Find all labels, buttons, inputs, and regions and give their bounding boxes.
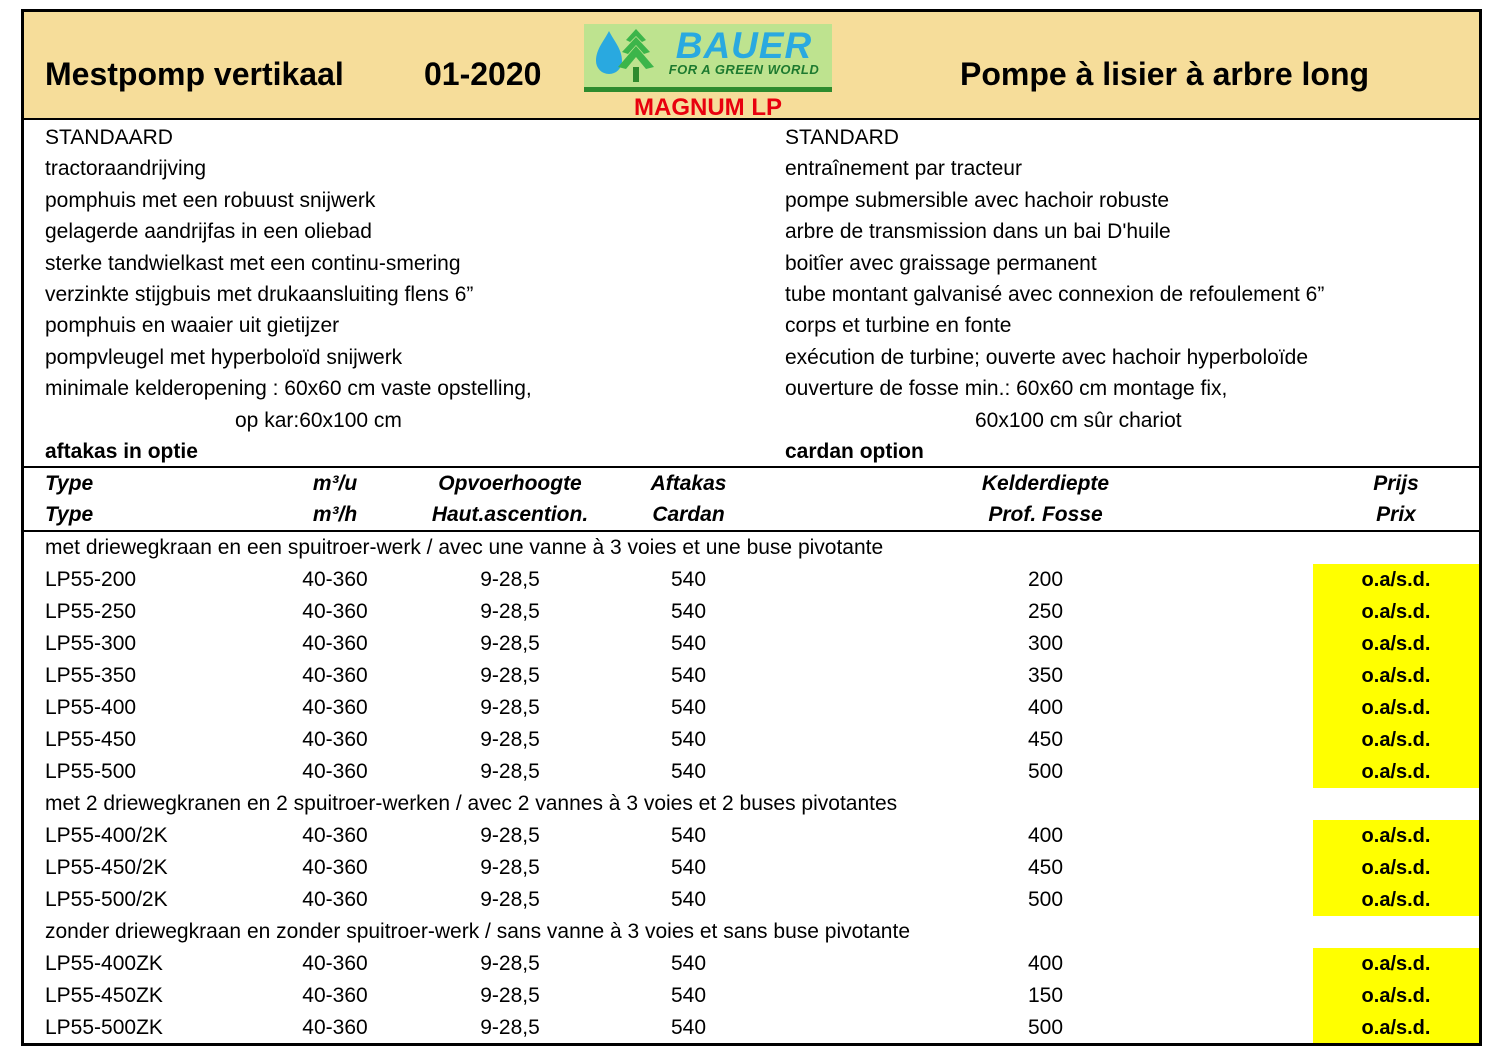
cell-price: o.a/s.d. xyxy=(1313,596,1479,628)
cell-depth: 200 xyxy=(1027,568,1064,591)
spacer xyxy=(777,884,923,916)
cell-price: o.a/s.d. xyxy=(1313,756,1479,788)
cell-head: 9-28,5 xyxy=(480,664,540,687)
specs-dutch xyxy=(45,122,760,467)
specs-heading-fr: STANDARD xyxy=(785,126,899,149)
spec-line: minimale kelderopening : 60x60 cm vaste opstelling, xyxy=(45,377,532,401)
specs-heading-nl: STANDAARD xyxy=(45,126,173,149)
cell-type: LP55-450/2K xyxy=(45,856,168,879)
spacer xyxy=(1168,948,1313,980)
spacer xyxy=(1168,756,1313,788)
table-row xyxy=(24,692,1479,724)
table-body xyxy=(24,532,1479,1044)
col-depth-nl: Kelderdiepte xyxy=(981,472,1110,495)
table-row xyxy=(24,756,1479,788)
cell-flow: 40-360 xyxy=(302,984,368,1007)
specs-fr-lines xyxy=(785,153,1480,404)
cell-flow: 40-360 xyxy=(302,760,368,783)
bauer-logo xyxy=(584,24,832,92)
table-row xyxy=(24,948,1479,980)
cell-flow: 40-360 xyxy=(302,664,368,687)
spacer xyxy=(1168,1012,1313,1044)
table-row xyxy=(24,820,1479,852)
cell-head: 9-28,5 xyxy=(480,600,540,623)
page-title-dutch: Mestpomp vertikaal xyxy=(45,56,344,92)
spacer xyxy=(777,596,923,628)
tree-trunk-icon xyxy=(633,67,639,82)
spacer xyxy=(1168,468,1313,499)
edition-date: 01-2020 xyxy=(424,56,542,92)
spacer xyxy=(777,1012,923,1044)
col-price-nl: Prijs xyxy=(1373,472,1419,495)
cell-depth: 400 xyxy=(1027,696,1064,719)
table-header-row-fr xyxy=(24,499,1479,530)
spec-line: arbre de transmission dans un bai D'huile xyxy=(785,220,1171,244)
col-pto-nl: Aftakas xyxy=(650,472,727,495)
cell-type: LP55-400 xyxy=(45,696,137,719)
spacer xyxy=(777,980,923,1012)
page-title-french: Pompe à lisier à arbre long xyxy=(960,56,1370,92)
cell-pto: 540 xyxy=(670,568,707,591)
table-row xyxy=(24,628,1479,660)
cell-flow: 40-360 xyxy=(302,632,368,655)
cell-flow: 40-360 xyxy=(302,888,368,911)
cell-price: o.a/s.d. xyxy=(1313,948,1479,980)
table-row xyxy=(24,1012,1479,1044)
spec-line: verzinkte stijgbuis met drukaansluiting flens 6” xyxy=(45,283,474,307)
header-band xyxy=(24,12,1479,120)
cell-flow: 40-360 xyxy=(302,1016,368,1039)
cell-head: 9-28,5 xyxy=(480,952,540,975)
spacer xyxy=(1168,884,1313,916)
spec-line: corps et turbine en fonte xyxy=(785,314,1012,338)
col-head-nl: Opvoerhoogte xyxy=(438,472,582,495)
cell-head: 9-28,5 xyxy=(480,888,540,911)
cell-head: 9-28,5 xyxy=(480,856,540,879)
spacer xyxy=(777,660,923,692)
cell-head: 9-28,5 xyxy=(480,696,540,719)
col-flow-nl: m³/u xyxy=(312,472,358,495)
cell-price: o.a/s.d. xyxy=(1313,660,1479,692)
spacer xyxy=(1168,596,1313,628)
spec-line: pomphuis met een robuust snijwerk xyxy=(45,188,376,212)
table-row xyxy=(24,852,1479,884)
col-head-fr: Haut.ascention. xyxy=(431,503,589,526)
cell-flow: 40-360 xyxy=(302,728,368,751)
spec-line: tractoraandrijving xyxy=(45,157,207,181)
spacer xyxy=(777,499,923,530)
spec-line: pompe submersible avec hachoir robuste xyxy=(785,188,1170,212)
cell-head: 9-28,5 xyxy=(480,568,540,591)
col-pto-fr: Cardan xyxy=(652,503,725,526)
cell-flow: 40-360 xyxy=(302,856,368,879)
spec-line: boitîer avec graissage permanent xyxy=(785,251,1097,275)
col-price-fr: Prix xyxy=(1376,503,1416,526)
cell-depth: 400 xyxy=(1027,824,1064,847)
cell-depth: 400 xyxy=(1027,952,1064,975)
spacer xyxy=(1168,499,1313,530)
cell-type: LP55-450 xyxy=(45,728,137,751)
specs-section xyxy=(24,120,1479,466)
col-type-fr: Type xyxy=(45,503,94,526)
cell-depth: 450 xyxy=(1027,728,1064,751)
cell-pto: 540 xyxy=(670,1016,707,1039)
cell-price: o.a/s.d. xyxy=(1313,628,1479,660)
cell-price: o.a/s.d. xyxy=(1313,692,1479,724)
cell-price: o.a/s.d. xyxy=(1313,852,1479,884)
spacer xyxy=(777,852,923,884)
cell-price: o.a/s.d. xyxy=(1313,724,1479,756)
col-type-nl: Type xyxy=(45,472,94,495)
spec-line: tube montant galvanisé avec connexion de refoulement 6” xyxy=(785,283,1325,307)
cell-pto: 540 xyxy=(670,888,707,911)
specs-option-nl: aftakas in optie xyxy=(45,440,198,464)
cell-price: o.a/s.d. xyxy=(1313,1012,1479,1044)
specs-french xyxy=(785,122,1480,467)
cell-pto: 540 xyxy=(670,760,707,783)
logo-text xyxy=(662,25,826,77)
specs-option-fr: cardan option xyxy=(785,440,924,464)
cell-price: o.a/s.d. xyxy=(1313,820,1479,852)
cell-depth: 500 xyxy=(1027,888,1064,911)
cell-depth: 500 xyxy=(1027,760,1064,783)
table-row xyxy=(24,980,1479,1012)
table-header-row-nl xyxy=(24,468,1479,499)
cell-flow: 40-360 xyxy=(302,600,368,623)
cell-type: LP55-250 xyxy=(45,600,137,623)
cell-head: 9-28,5 xyxy=(480,760,540,783)
cell-depth: 250 xyxy=(1027,600,1064,623)
spec-line: pomphuis en waaier uit gietijzer xyxy=(45,314,340,338)
spec-line: sterke tandwielkast met een continu-smering xyxy=(45,251,461,275)
cell-type: LP55-200 xyxy=(45,568,137,591)
cell-depth: 150 xyxy=(1027,984,1064,1007)
section-label: met 2 driewegkranen en 2 spuitroer-werken / avec 2 vannes à 3 voies et 2 buses pivotantes xyxy=(45,792,898,815)
cell-type: LP55-450ZK xyxy=(45,984,163,1007)
spacer xyxy=(1168,564,1313,596)
col-depth-fr: Prof. Fosse xyxy=(988,503,1103,526)
specs-indent-fr: 60x100 cm sûr chariot xyxy=(975,408,1182,432)
cell-pto: 540 xyxy=(670,696,707,719)
cell-pto: 540 xyxy=(670,600,707,623)
spacer xyxy=(777,724,923,756)
cell-depth: 300 xyxy=(1027,632,1064,655)
spacer xyxy=(777,756,923,788)
spacer xyxy=(777,468,923,499)
spacer xyxy=(777,820,923,852)
cell-type: LP55-400ZK xyxy=(45,952,163,975)
spacer xyxy=(777,948,923,980)
spacer xyxy=(1168,660,1313,692)
cell-depth: 450 xyxy=(1027,856,1064,879)
cell-type: LP55-400/2K xyxy=(45,824,168,847)
spacer xyxy=(1168,852,1313,884)
spacer xyxy=(1168,628,1313,660)
specs-nl-lines xyxy=(45,153,760,404)
col-flow-fr: m³/h xyxy=(312,503,358,526)
table-header xyxy=(24,466,1479,532)
cell-pto: 540 xyxy=(670,824,707,847)
drop-and-tree-icon xyxy=(592,27,658,85)
cell-pto: 540 xyxy=(670,728,707,751)
cell-flow: 40-360 xyxy=(302,824,368,847)
cell-price: o.a/s.d. xyxy=(1313,884,1479,916)
spacer xyxy=(777,628,923,660)
cell-type: LP55-300 xyxy=(45,632,137,655)
table-row xyxy=(24,724,1479,756)
logo-ground-bar xyxy=(584,87,832,92)
spacer xyxy=(1168,820,1313,852)
specs-indent-nl: op kar:60x100 cm xyxy=(235,408,402,432)
spacer xyxy=(777,692,923,724)
cell-price: o.a/s.d. xyxy=(1313,564,1479,596)
cell-type: LP55-350 xyxy=(45,664,137,687)
cell-type: LP55-500ZK xyxy=(45,1016,163,1039)
cell-pto: 540 xyxy=(670,664,707,687)
table-row xyxy=(24,660,1479,692)
spec-line: exécution de turbine; ouverte avec hachoir hyperboloïde xyxy=(785,345,1309,369)
spacer xyxy=(1168,724,1313,756)
datasheet-page xyxy=(21,9,1482,1046)
cell-type: LP55-500/2K xyxy=(45,888,168,911)
table-row xyxy=(24,884,1479,916)
section-label: zonder driewegkraan en zonder spuitroer-werk / sans vanne à 3 voies et sans buse pivotante xyxy=(45,920,910,943)
cell-pto: 540 xyxy=(670,856,707,879)
cell-flow: 40-360 xyxy=(302,952,368,975)
spec-line: ouverture de fosse min.: 60x60 cm montage fix, xyxy=(785,377,1228,401)
spec-line: pompvleugel met hyperboloïd snijwerk xyxy=(45,345,403,369)
cell-head: 9-28,5 xyxy=(480,824,540,847)
model-name: MAGNUM LP xyxy=(634,94,782,121)
cell-head: 9-28,5 xyxy=(480,984,540,1007)
spacer xyxy=(1168,692,1313,724)
cell-flow: 40-360 xyxy=(302,696,368,719)
spec-line: entraînement par tracteur xyxy=(785,157,1022,181)
table-row xyxy=(24,596,1479,628)
cell-type: LP55-500 xyxy=(45,760,137,783)
cell-head: 9-28,5 xyxy=(480,728,540,751)
cell-flow: 40-360 xyxy=(302,568,368,591)
spacer xyxy=(1168,980,1313,1012)
spacer xyxy=(777,564,923,596)
cell-pto: 540 xyxy=(670,984,707,1007)
spec-line: gelagerde aandrijfas in een oliebad xyxy=(45,220,372,244)
tree-low-icon xyxy=(618,46,654,69)
water-drop-icon xyxy=(596,31,622,74)
cell-head: 9-28,5 xyxy=(480,632,540,655)
cell-pto: 540 xyxy=(670,632,707,655)
cell-depth: 350 xyxy=(1027,664,1064,687)
cell-depth: 500 xyxy=(1027,1016,1064,1039)
brand-tagline: FOR A GREEN WORLD xyxy=(668,62,820,77)
table-row xyxy=(24,564,1479,596)
cell-head: 9-28,5 xyxy=(480,1016,540,1039)
cell-price: o.a/s.d. xyxy=(1313,980,1479,1012)
cell-pto: 540 xyxy=(670,952,707,975)
brand-name: BAUER xyxy=(675,25,813,66)
section-label: met driewegkraan en een spuitroer-werk / avec une vanne à 3 voies et une buse pivotante xyxy=(45,536,884,559)
